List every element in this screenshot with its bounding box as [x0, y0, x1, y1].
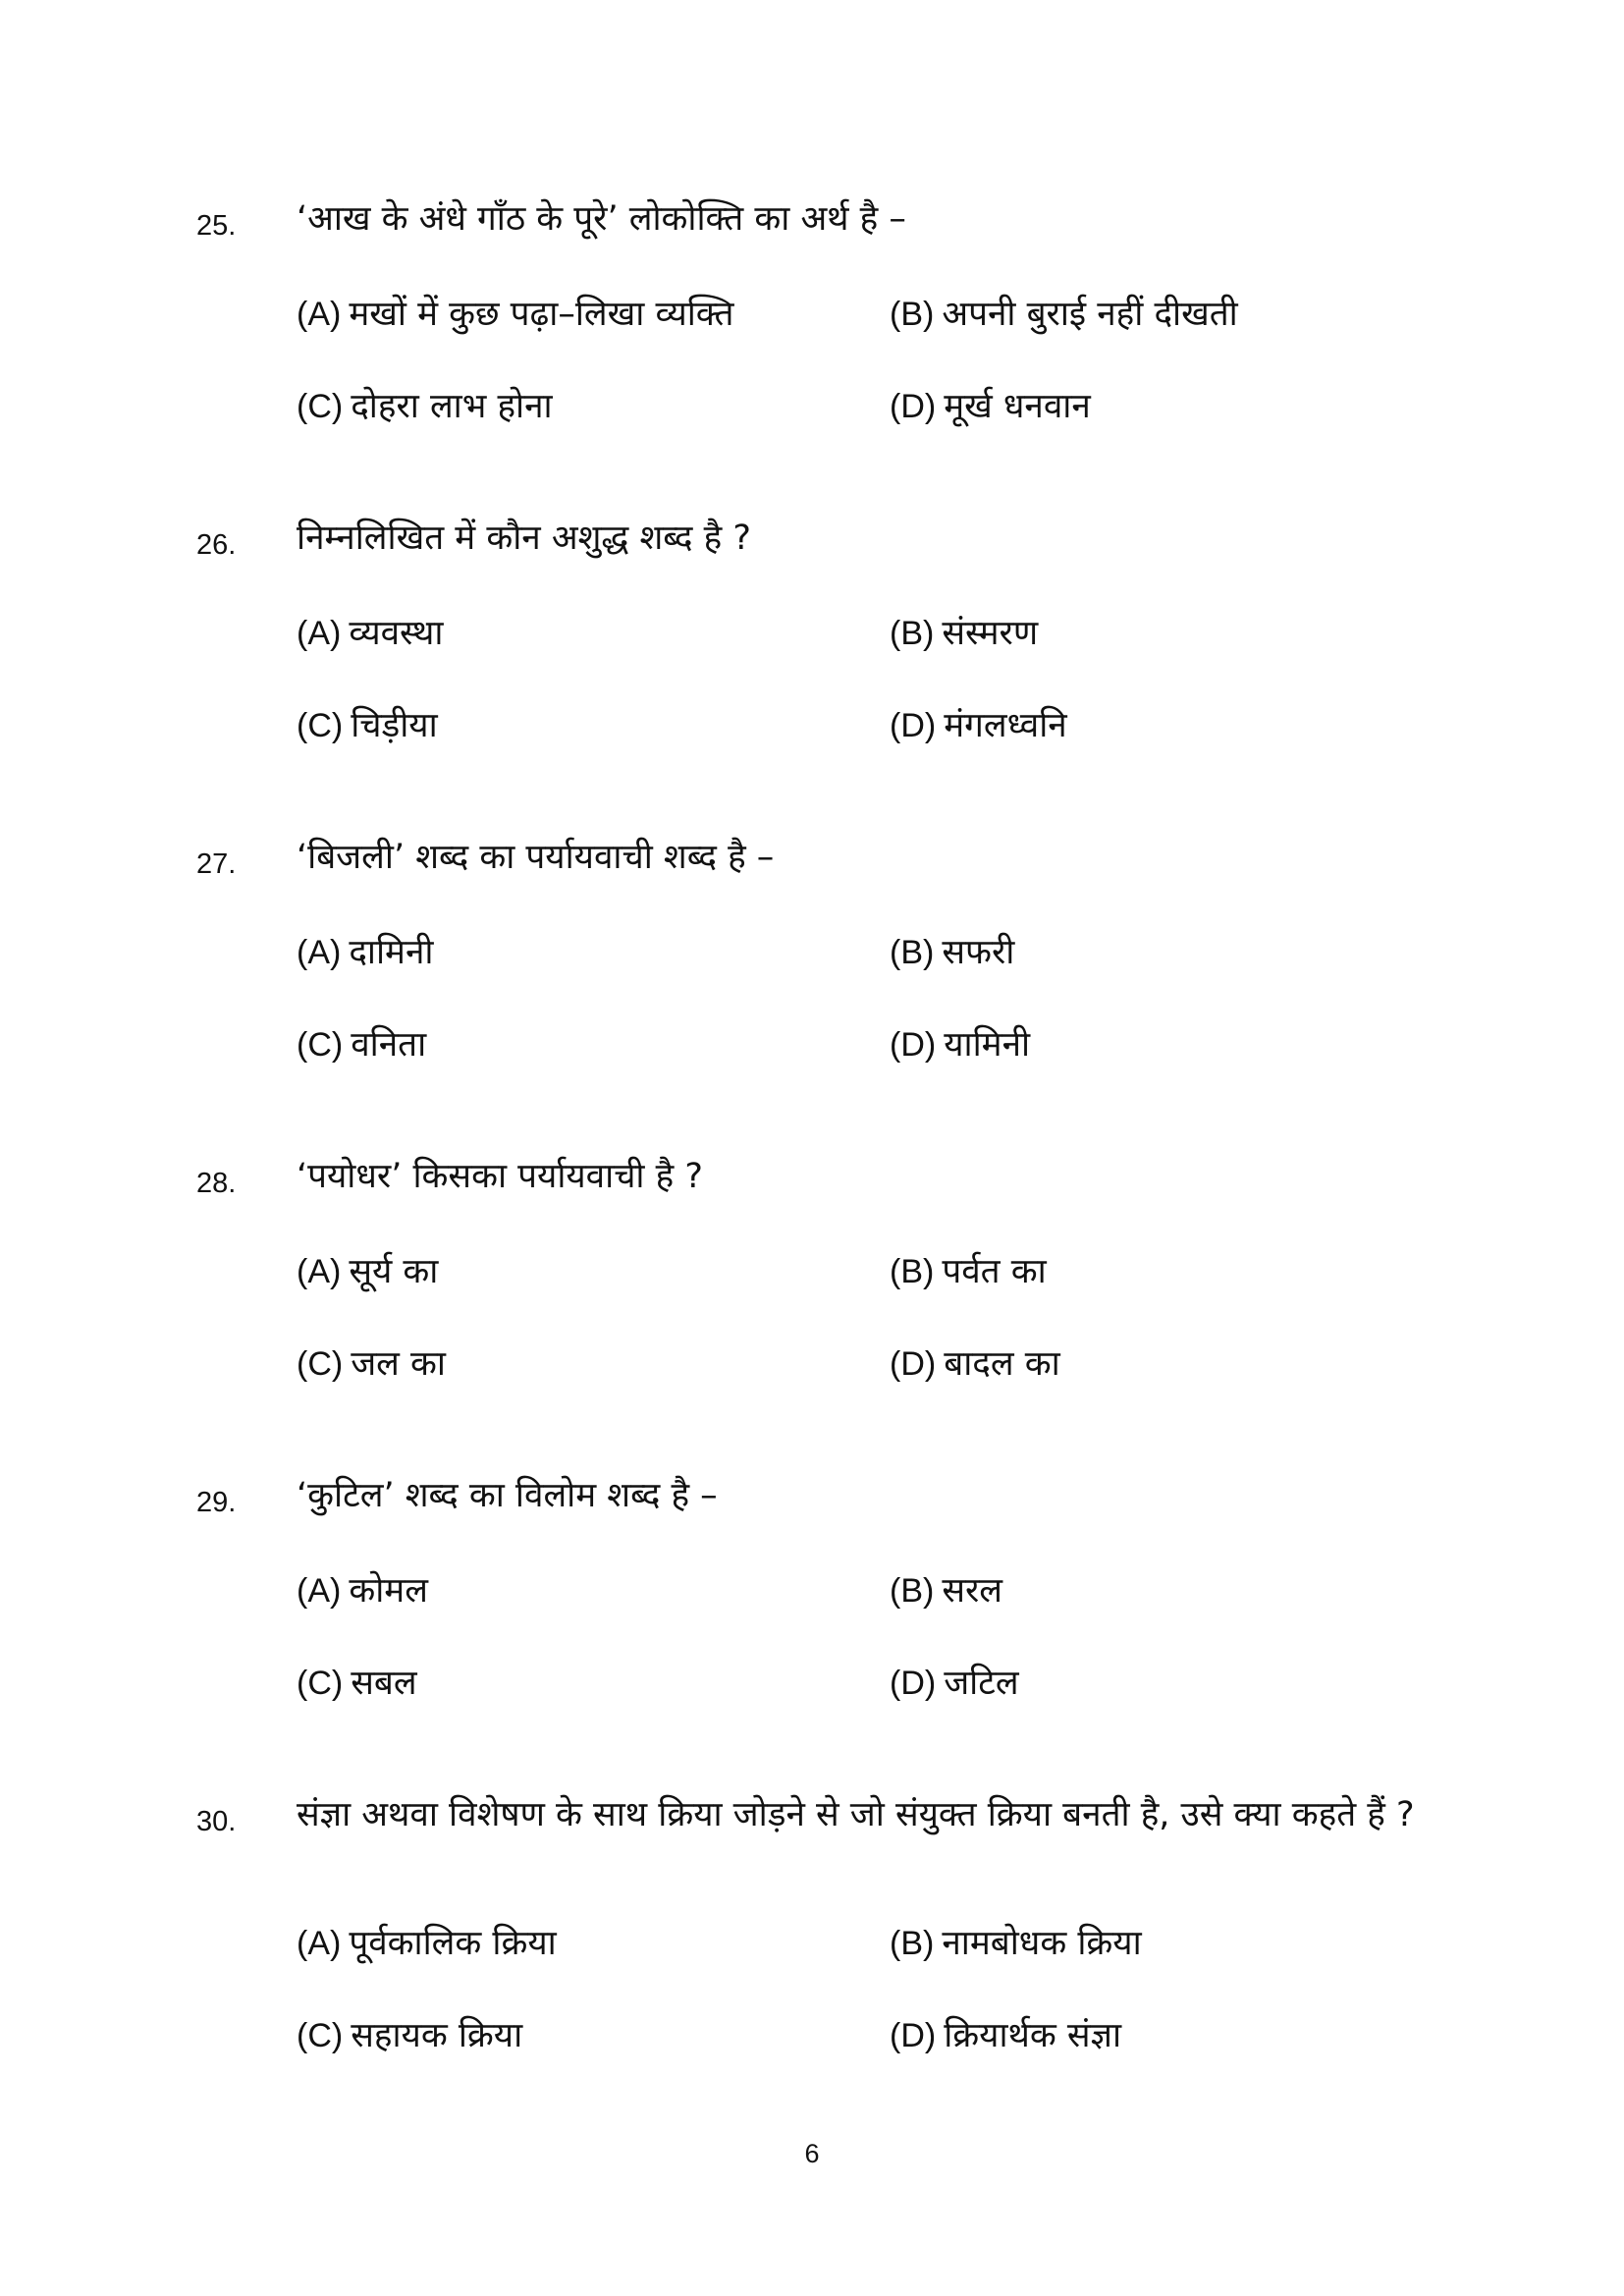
- option-letter: (C): [297, 1345, 344, 1383]
- option-d: [890, 1662, 1019, 1705]
- question-number: 28.: [196, 1168, 237, 1199]
- option-text: बादल का: [944, 1344, 1060, 1384]
- option-letter: (C): [297, 2017, 344, 2054]
- question-text: निम्नलिखित में कौन अशुद्ध शब्द है ?: [297, 519, 751, 558]
- question-text: संज्ञा अथवा विशेषण के साथ क्रिया जोड़ने से जो संयुक्त क्रिया बनती है, उसे क्या कहते हैं ?: [297, 1795, 1415, 1834]
- option-c: [297, 1662, 417, 1705]
- option-text: सरल: [942, 1571, 1003, 1611]
- option-letter: (A): [297, 934, 342, 971]
- option-c: [297, 1023, 426, 1066]
- option-d: [890, 1342, 1060, 1386]
- option-letter: (B): [890, 1572, 935, 1610]
- option-letter: (C): [297, 707, 344, 744]
- option-letter: (B): [890, 615, 935, 652]
- option-text: चिड़ीया: [351, 706, 438, 745]
- option-text: व्यवस्था: [349, 614, 444, 653]
- option-text: क्रियार्थक संज्ञा: [944, 2016, 1122, 2055]
- option-letter: (D): [890, 1345, 937, 1383]
- option-b: [890, 1569, 1002, 1613]
- option-a: [297, 1922, 557, 1965]
- option-text: जल का: [351, 1344, 446, 1384]
- option-text: नामबोधक क्रिया: [942, 1924, 1142, 1963]
- option-c: [297, 1342, 446, 1386]
- option-text: कोमल: [349, 1571, 428, 1611]
- option-text: मखों में कुछ पढ़ा–लिखा व्यक्ति: [349, 295, 734, 334]
- option-text: मूर्ख धनवान: [944, 387, 1091, 426]
- option-text: सबल: [351, 1664, 417, 1703]
- option-letter: (A): [297, 615, 342, 652]
- option-letter: (D): [890, 388, 937, 425]
- option-letter: (A): [297, 1572, 342, 1610]
- option-letter: (B): [890, 1925, 935, 1962]
- option-text: संस्मरण: [942, 614, 1039, 653]
- question-text: ‘बिजली’ शब्द का पर्यायवाची शब्द है –: [297, 838, 775, 877]
- option-c: [297, 2014, 522, 2057]
- option-d: [890, 385, 1091, 428]
- option-a: [297, 612, 443, 655]
- question-number: 25.: [196, 210, 237, 242]
- option-text: सूर्य का: [349, 1252, 439, 1291]
- option-text: पर्वत का: [942, 1252, 1047, 1291]
- option-a: [297, 1250, 438, 1293]
- option-b: [890, 1250, 1047, 1293]
- option-letter: (A): [297, 1925, 342, 1962]
- question-number: 26.: [196, 529, 237, 561]
- question-number: 29.: [196, 1487, 237, 1518]
- option-letter: (B): [890, 934, 935, 971]
- page-number: 6: [804, 2139, 820, 2168]
- option-text: पूर्वकालिक क्रिया: [349, 1924, 557, 1963]
- option-text: वनिता: [351, 1025, 427, 1065]
- option-letter: (D): [890, 707, 937, 744]
- option-text: सफरी: [942, 933, 1015, 972]
- option-text: अपनी बुराई नहीं दीखती: [942, 295, 1238, 334]
- option-letter: (D): [890, 1026, 937, 1064]
- option-letter: (C): [297, 1026, 344, 1064]
- question-number: 30.: [196, 1806, 237, 1837]
- question-number: 27.: [196, 848, 237, 880]
- option-letter: (D): [890, 1665, 937, 1702]
- option-letter: (C): [297, 388, 344, 425]
- option-letter: (B): [890, 296, 935, 333]
- option-c: [297, 385, 553, 428]
- option-letter: (A): [297, 296, 342, 333]
- option-text: दोहरा लाभ होना: [351, 387, 553, 426]
- option-b: [890, 612, 1038, 655]
- option-text: मंगलध्वनि: [944, 706, 1067, 745]
- option-text: सहायक क्रिया: [351, 2016, 523, 2055]
- option-letter: (C): [297, 1665, 344, 1702]
- option-c: [297, 704, 438, 747]
- option-a: [297, 293, 734, 336]
- option-text: दामिनी: [349, 933, 434, 972]
- option-a: [297, 931, 433, 974]
- option-text: जटिल: [944, 1664, 1019, 1703]
- option-d: [890, 2014, 1121, 2057]
- question-text: ‘पयोधर’ किसका पर्यायवाची है ?: [297, 1157, 703, 1196]
- option-a: [297, 1569, 428, 1613]
- option-d: [890, 1023, 1030, 1066]
- option-letter: (D): [890, 2017, 937, 2054]
- option-d: [890, 704, 1067, 747]
- option-text: यामिनी: [944, 1025, 1031, 1065]
- option-letter: (A): [297, 1253, 342, 1290]
- option-b: [890, 1922, 1142, 1965]
- question-text: ‘आख के अंधे गाँठ के पूरे’ लोकोक्ति का अर्थ है –: [297, 199, 906, 239]
- option-b: [890, 293, 1238, 336]
- question-text: ‘कुटिल’ शब्द का विलोम शब्द है –: [297, 1476, 718, 1515]
- option-letter: (B): [890, 1253, 935, 1290]
- option-b: [890, 931, 1014, 974]
